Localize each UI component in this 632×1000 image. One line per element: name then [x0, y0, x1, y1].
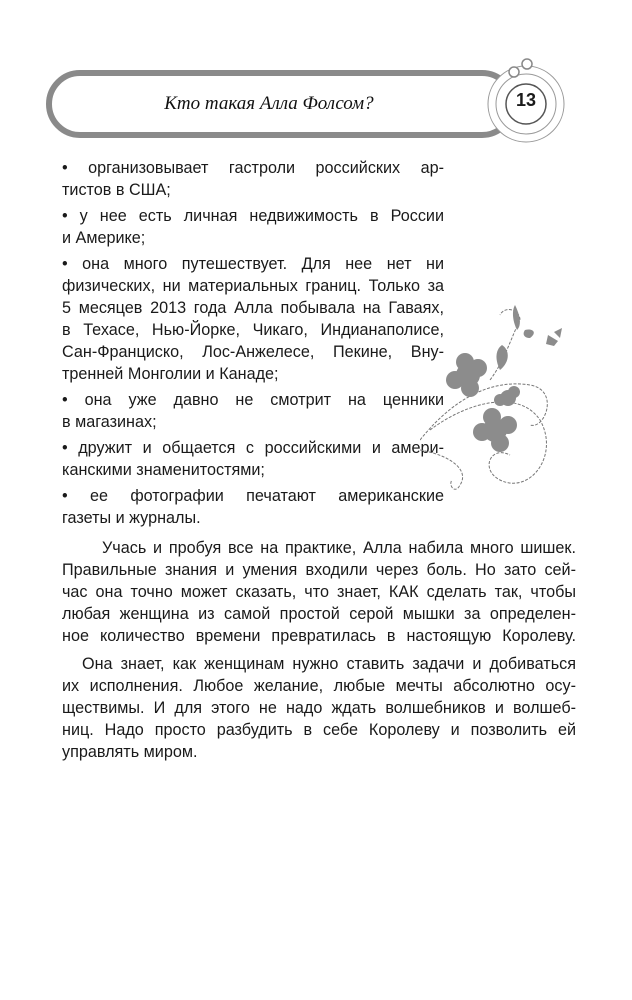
paragraph-line: ное количество времени превратилась в настоящую Королеву.: [62, 627, 576, 645]
page-number: 13: [515, 90, 537, 110]
bullet-line: газеты и журналы.: [62, 509, 201, 527]
bullet-line: и Америке;: [62, 229, 146, 247]
floral-ornament-icon: [420, 280, 600, 510]
bullet-line: • организовывает гастроли российских ар-: [62, 159, 444, 177]
bullet-line: • ее фотографии печатают американские: [62, 487, 444, 505]
bullet-line: физических, ни материальных границ. Только за: [62, 277, 444, 295]
paragraph-line: Учась и пробуя все на практике, Алла набила много шишек.: [102, 539, 576, 557]
paragraph-line: ществимы. И для этого не надо ждать волшебников и волшеб-: [62, 699, 576, 717]
bullet-line: • дружит и общается с российскими и амери-: [62, 439, 444, 457]
bullet-line: тренней Монголии и Канаде;: [62, 365, 279, 383]
bullet-line: 5 месяцев 2013 года Алла побывала на Гаваях,: [62, 299, 444, 317]
bullet-line: тистов в США;: [62, 181, 171, 199]
chapter-title: Кто такая Алла Фолсом?: [164, 93, 374, 114]
paragraph-line: управлять миром.: [62, 743, 198, 761]
bullet-line: канскими знаменитостями;: [62, 461, 265, 479]
bullet-line: • она уже давно не смотрит на ценники: [62, 391, 444, 409]
bullet-line: • она много путешествует. Для нее нет ни: [62, 255, 444, 273]
paragraph-line: их исполнения. Любое желание, любые мечты абсолютно осу-: [62, 677, 576, 695]
paragraph-line: Правильные знания и умения входили через боль. Но зато сей-: [62, 561, 576, 579]
paragraph-line: час она точно может сказать, что знает, КАК сделать так, чтобы: [62, 583, 576, 601]
bullet-line: Сан-Франциско, Лос-Анжелесе, Пекине, Вну-: [62, 343, 444, 361]
paragraph-line: Она знает, как женщинам нужно ставить задачи и добиваться: [82, 655, 576, 673]
bullet-line: в магазинах;: [62, 413, 157, 431]
paragraph-line: любая женщина из самой простой серой мышки за определен-: [62, 605, 576, 623]
chapter-header-banner: [46, 70, 516, 138]
bullet-line: в Техасе, Нью-Йорке, Чикаго, Индианаполисе,: [62, 321, 444, 339]
paragraph-line: ниц. Надо просто разбудить в себе Королеву и позволить ей: [62, 721, 576, 739]
bullet-line: • у нее есть личная недвижимость в России: [62, 207, 444, 225]
